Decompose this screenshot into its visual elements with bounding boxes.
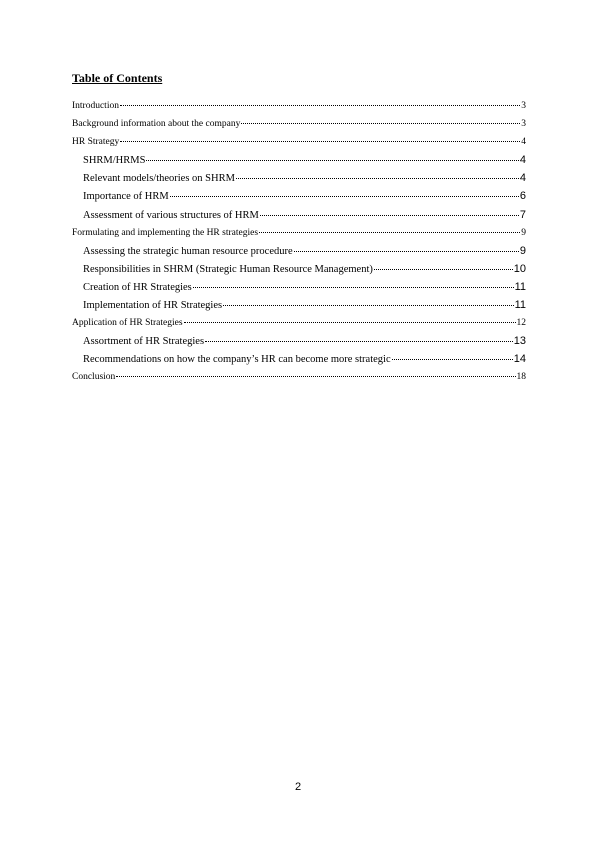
- toc-entry-title: Responsibilities in SHRM (Strategic Human Resource Management): [83, 263, 373, 275]
- toc-entry-title: HR Strategy: [72, 137, 120, 148]
- toc-entry-page: 18: [516, 372, 526, 383]
- dot-leader: [223, 305, 513, 306]
- toc-entry-title: Conclusion: [72, 372, 116, 383]
- dot-leader: [184, 322, 516, 323]
- toc-entry-title: Implementation of HR Strategies: [83, 300, 223, 312]
- dot-leader: [116, 376, 515, 377]
- toc-entry[interactable]: [72, 224, 526, 242]
- dot-leader: [241, 123, 520, 124]
- toc-entry[interactable]: [72, 296, 526, 314]
- toc-entry-title: Importance of HRM: [83, 191, 169, 203]
- toc-entry-title: Introduction: [72, 101, 119, 111]
- dot-leader: [193, 287, 514, 288]
- toc-entry-title: Assessing the strategic human resource procedure: [83, 245, 293, 257]
- toc-entry[interactable]: [72, 260, 526, 278]
- toc-entry[interactable]: [72, 151, 526, 169]
- dot-leader: [120, 141, 520, 142]
- toc-entry[interactable]: [72, 368, 526, 386]
- toc-entry-title: Assessment of various structures of HRM: [83, 209, 259, 221]
- toc-entry[interactable]: [72, 133, 526, 151]
- toc-entry-page: 9: [521, 227, 526, 238]
- toc-entry[interactable]: [72, 242, 526, 260]
- toc-entry[interactable]: [72, 169, 526, 187]
- dot-leader: [170, 196, 519, 197]
- toc-entry-page: 4: [521, 137, 526, 148]
- toc-entry-title: Application of HR Strategies: [72, 318, 183, 329]
- dot-leader: [392, 359, 513, 360]
- toc-entry-title: Recommendations on how the company’s HR can become more strategic: [83, 354, 391, 366]
- dot-leader: [236, 178, 519, 179]
- toc-entry-title: Relevant models/theories on SHRM: [83, 173, 235, 185]
- toc-entry-title: Assortment of HR Strategies: [83, 336, 205, 348]
- toc-entry[interactable]: [72, 115, 526, 133]
- table-of-contents: [72, 97, 526, 387]
- dot-leader: [374, 269, 513, 270]
- toc-entry-page: 9: [519, 244, 526, 257]
- toc-entry[interactable]: [72, 332, 526, 350]
- toc-entry-page: 11: [514, 299, 526, 312]
- toc-entry-page: 4: [519, 154, 526, 167]
- page-number: 2: [294, 781, 302, 793]
- toc-entry-page: 13: [513, 335, 526, 348]
- toc-entry-title: Background information about the company: [72, 119, 241, 130]
- toc-title: Table of Contents: [72, 71, 163, 85]
- toc-entry-title: SHRM/HRMS: [83, 155, 146, 167]
- toc-entry-page: 7: [519, 208, 526, 221]
- toc-entry-title: Creation of HR Strategies: [83, 281, 192, 293]
- toc-entry-page: 6: [519, 190, 526, 203]
- toc-entry-page: 11: [514, 280, 526, 293]
- toc-entry-page: 3: [521, 119, 526, 130]
- dot-leader: [120, 105, 520, 106]
- toc-entry-page: 4: [519, 172, 526, 185]
- dot-leader: [259, 232, 520, 233]
- dot-leader: [205, 341, 513, 342]
- toc-entry-page: 3: [521, 101, 526, 111]
- toc-entry[interactable]: [72, 206, 526, 224]
- toc-entry[interactable]: [72, 278, 526, 296]
- toc-entry[interactable]: [72, 97, 526, 115]
- dot-leader: [146, 160, 518, 161]
- toc-entry-title: Formulating and implementing the HR strategies: [72, 227, 259, 238]
- toc-entry[interactable]: [72, 187, 526, 205]
- toc-entry-page: 14: [513, 353, 526, 366]
- dot-leader: [260, 215, 519, 216]
- dot-leader: [294, 251, 519, 252]
- toc-entry-page: 10: [513, 262, 526, 275]
- toc-entry[interactable]: [72, 314, 526, 332]
- toc-entry-page: 12: [516, 318, 526, 329]
- toc-entry[interactable]: [72, 350, 526, 368]
